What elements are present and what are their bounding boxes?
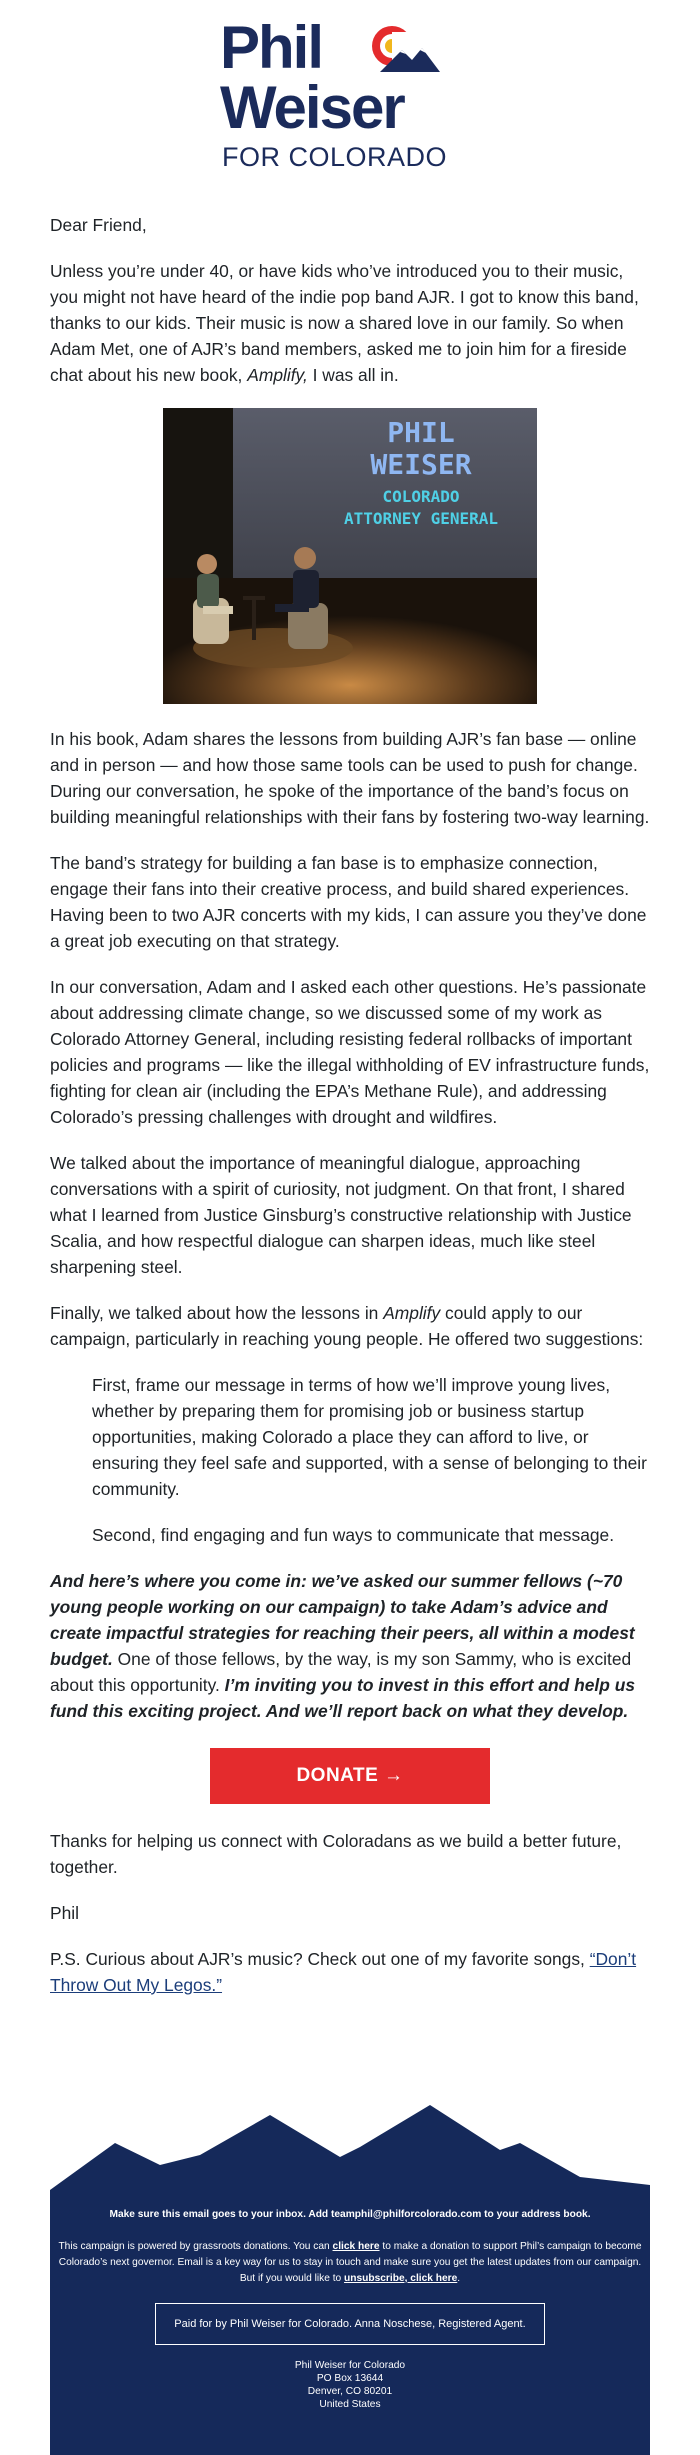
song-link[interactable]: “Don’t Throw Out My Legos.” xyxy=(50,1949,637,1995)
donate-button[interactable]: DONATE → xyxy=(210,1748,490,1804)
footer-text xyxy=(50,2207,650,2411)
mailing-address: Phil Weiser for Colorado PO Box 13644 Denver, CO 80201 United States xyxy=(294,2360,406,2410)
donate-click-here-link[interactable]: click here xyxy=(332,2241,380,2252)
unsubscribe-link[interactable]: unsubscribe, click here xyxy=(344,2273,458,2284)
inbox-note: Make sure this email goes to your inbox. Add teamphil@philforcolorado.com to your address book. xyxy=(109,2209,591,2220)
book-title: Amplify, xyxy=(247,365,308,385)
book-title-amplify: Amplify xyxy=(383,1303,441,1323)
paragraph-thanks: Thanks for helping us connect with Coloradans as we build a better future, together. xyxy=(50,1831,622,1877)
paragraph-strategy: The band’s strategy for building a fan base is to emphasize connection, engage their fans into their creative process, and build shared experiences. Having been to two AJR concerts with my kids, I can assure you they’ve done a great job executing on that strategy. xyxy=(50,853,647,951)
logo-tagline: FOR COLORADO xyxy=(222,142,448,172)
email-body xyxy=(50,212,650,2018)
paragraph-lessons: Finally, we talked about how the lessons in Amplify could apply to our campaign, particularly in reaching young people. He offered two suggestions: xyxy=(50,1303,644,1349)
svg-text:WEISER: WEISER xyxy=(370,448,472,481)
paragraph-conversation: In our conversation, Adam and I asked each other questions. He’s passionate about addressing climate change, so we discussed some of my work as Colorado Attorney General, including resisting federal rollbacks of important policies and programs — like the illegal withholding of EV infrastructure funds, fighting for clean air (including the EPA’s Methane Rule), and addressing Colorado’s pressing challenges with drought and wildfires. xyxy=(50,977,650,1127)
campaign-logo[interactable] xyxy=(220,14,500,178)
signoff: Phil xyxy=(50,1903,79,1923)
paid-for-disclaimer: Paid for by Phil Weiser for Colorado. Anna Noschese, Registered Agent. xyxy=(155,2303,545,2345)
svg-text:ATTORNEY GENERAL: ATTORNEY GENERAL xyxy=(343,509,499,528)
svg-text:PHIL: PHIL xyxy=(387,416,455,449)
paragraph-intro: Unless you’re under 40, or have kids who’ve introduced you to their music, you might not have heard of the indie pop band AJR. I got to know this band, thanks to our kids. Their music is now a shared love in our family. So when Adam Met, one of AJR’s band members, asked me to join him for a fireside chat about his new book, Amplify, I was all in. xyxy=(50,261,639,385)
powered-note: This campaign is powered by grassroots donations. You can click here to make a donation to support Phil’s campaign to become Colorado’s next governor. Email is a key way for us to stay in touch and make sure you get the latest updates from our campaign. But if you would like to unsubscribe, click here. xyxy=(58,2241,642,2284)
paragraph-dialogue: We talked about the importance of meaningful dialogue, approaching conversations with a spirit of curiosity, not judgment. On that front, I shared what I learned from Justice Ginsburg’s constructive relationship with Justice Scalia, and how respectful dialogue can sharpen ideas, much like steel sharpening steel. xyxy=(50,1153,632,1277)
logo-weiser: Weiser xyxy=(220,74,404,141)
greeting: Dear Friend, xyxy=(50,215,147,235)
logo-phil: Phil xyxy=(220,14,323,81)
email-footer xyxy=(0,2095,700,2455)
donate-button-wrap xyxy=(50,1748,650,1804)
email-header xyxy=(0,0,700,190)
paragraph-ask: And here’s where you come in: we’ve asked our summer fellows (~70 young people working on our campaign) to take Adam’s advice and create impactful strategies for reaching their peers, all within a modest budget. One of those fellows, by the way, is my son Sammy, who is excited about this opportunity. I’m inviting you to invest in this effort and help us fund this exciting project. And we’ll report back on what they develop. xyxy=(50,1571,635,1721)
svg-text:COLORADO: COLORADO xyxy=(382,487,460,506)
suggestion-second: Second, find engaging and fun ways to communicate that message. xyxy=(92,1525,615,1545)
suggestion-first: First, frame our message in terms of how we’ll improve young lives, whether by preparing them for promising job or business startup opportunities, making Colorado a place they can afford to live, or ensuring they feel safe and supported, with a sense of belonging to their community. xyxy=(92,1375,647,1499)
paragraph-book: In his book, Adam shares the lessons from building AJR’s fan base — online and in person — and how those same tools can be used to push for change. During our conversation, he spoke of the importance of the band’s focus on building meaningful relationships with their fans by fostering two-way learning. xyxy=(50,729,650,827)
postscript: P.S. Curious about AJR’s music? Check out one of my favorite songs, “Don’t Throw Out My Legos.” xyxy=(50,1949,637,1995)
fireside-chat-photo xyxy=(163,408,537,704)
